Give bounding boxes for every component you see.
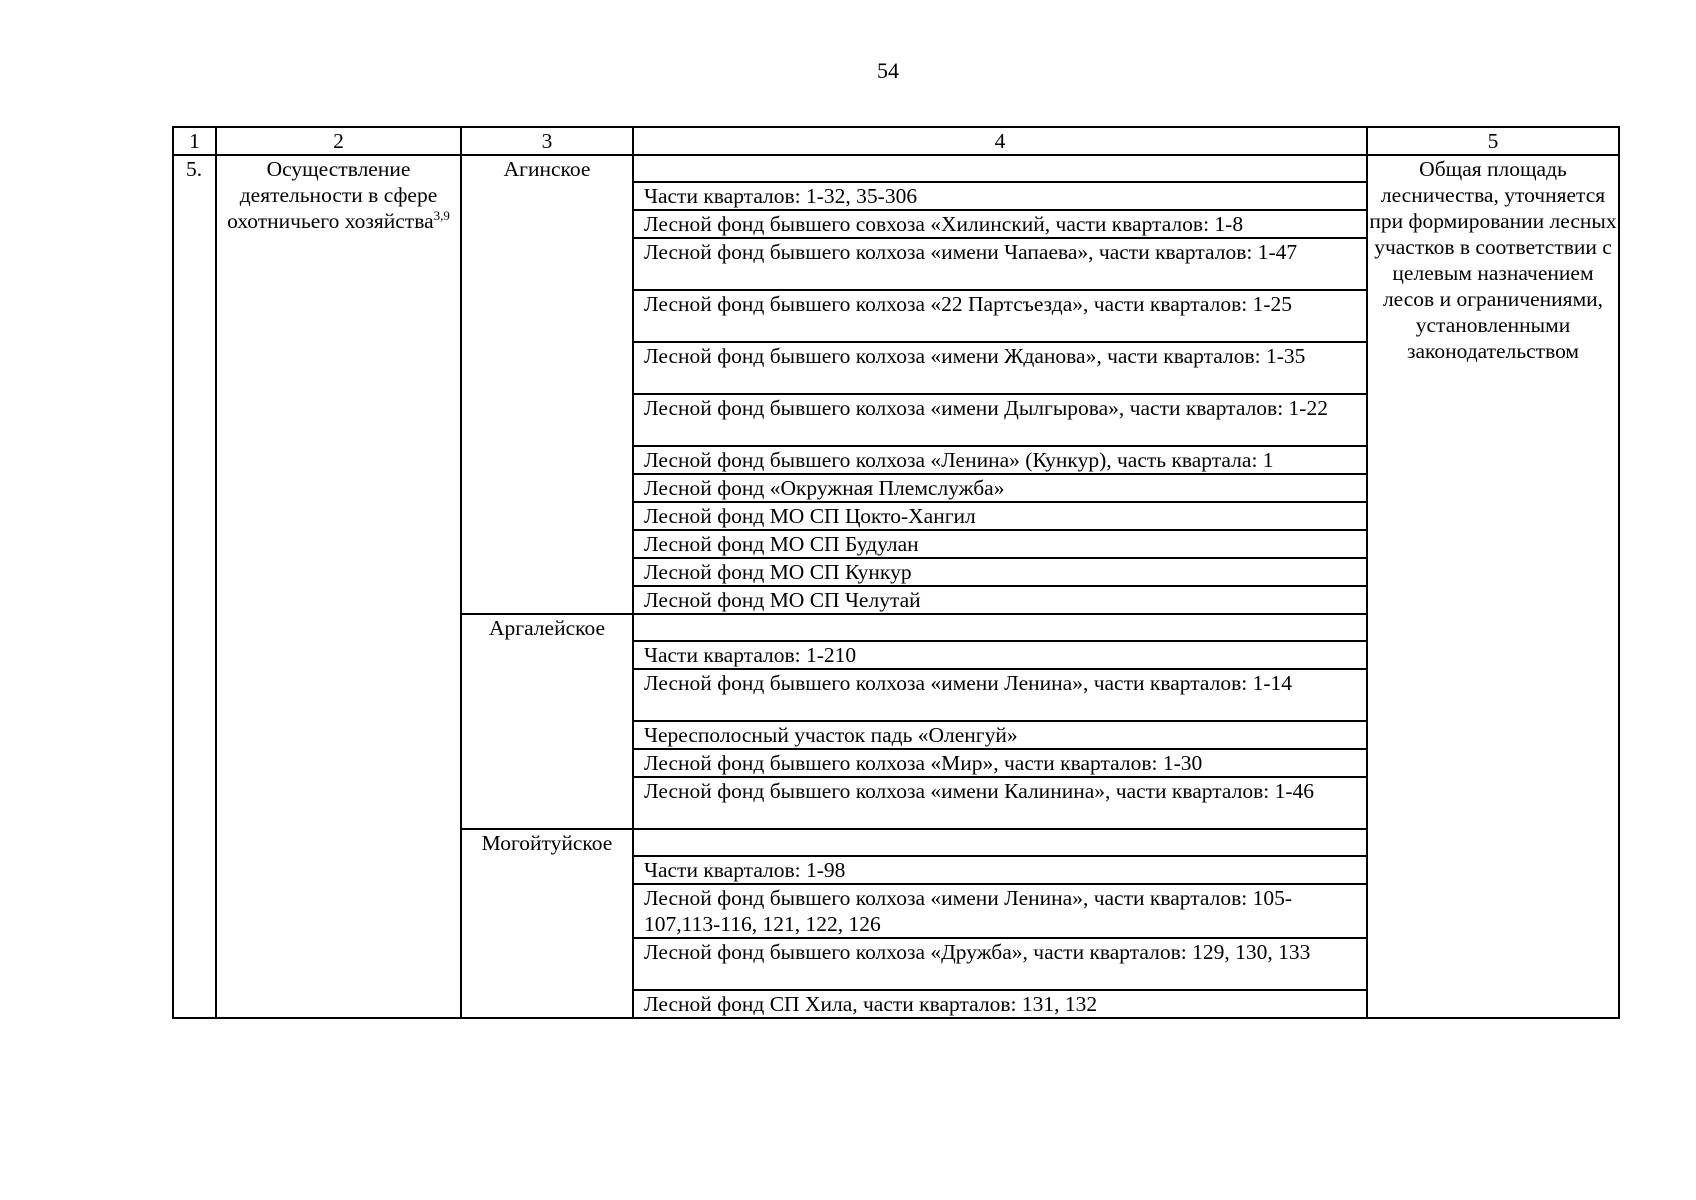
forestry-name: Агинское: [461, 155, 633, 614]
area-description: Лесной фонд бывшего колхоза «имени Ленина», части кварталов: 1-14: [633, 669, 1367, 721]
area-description: Лесной фонд МО СП Кункур: [633, 558, 1367, 586]
area-description: Лесной фонд бывшего колхоза «Мир», части кварталов: 1-30: [633, 749, 1367, 777]
header-cell: 1: [173, 127, 216, 155]
area-description: Лесной фонд бывшего колхоза «имени Дылгырова», части кварталов: 1-22: [633, 394, 1367, 446]
area-description: Лесной фонд СП Хила, части кварталов: 131, 132: [633, 990, 1367, 1018]
footnote-superscript: 3,9: [433, 207, 450, 223]
area-description: [633, 155, 1367, 182]
forestry-table: [172, 126, 1620, 1019]
area-description: Части кварталов: 1-32, 35-306: [633, 182, 1367, 210]
header-cell: 4: [633, 127, 1367, 155]
area-description: Лесной фонд бывшего колхоза «22 Партсъезда», части кварталов: 1-25: [633, 290, 1367, 342]
area-description: Чересполосный участок падь «Оленгуй»: [633, 721, 1367, 749]
page-number: 54: [877, 58, 899, 83]
forestry-name: Аргалейское: [461, 614, 633, 829]
area-description: Лесной фонд бывшего колхоза «Дружба», части кварталов: 129, 130, 133: [633, 938, 1367, 990]
header-cell: 3: [461, 127, 633, 155]
header-cell: 5: [1367, 127, 1619, 155]
area-description: Лесной фонд МО СП Будулан: [633, 530, 1367, 558]
forestry-name: Могойтуйское: [461, 829, 633, 1018]
area-description: Лесной фонд бывшего колхоза «Ленина» (Кункур), часть квартала: 1: [633, 446, 1367, 474]
area-description: [633, 829, 1367, 856]
header-row: [173, 127, 1619, 155]
area-description: Лесной фонд бывшего колхоза «имени Чапаева», части кварталов: 1-47: [633, 238, 1367, 290]
area-description: Лесной фонд МО СП Челутай: [633, 586, 1367, 614]
activity-text: Осуществление деятельности в сфере охотничьего хозяйства: [227, 157, 438, 233]
note-cell: Общая площадь лесничества, уточняется при формировании лесных участков в соответствии с целевым назначением лесов и ограничениями, установленными законодательством: [1367, 155, 1619, 1018]
area-description: [633, 614, 1367, 641]
activity-cell: [216, 155, 461, 1018]
row-number: 5.: [173, 155, 216, 1018]
area-description: Лесной фонд «Окружная Племслужба»: [633, 474, 1367, 502]
area-description: Лесной фонд бывшего колхоза «имени Ленина», части кварталов: 105-107,113-116, 121, 122, 126: [633, 884, 1367, 938]
table-row: [173, 155, 1619, 182]
area-description: Лесной фонд бывшего совхоза «Хилинский, части кварталов: 1-8: [633, 210, 1367, 238]
area-description: Части кварталов: 1-210: [633, 641, 1367, 669]
area-description: Лесной фонд МО СП Цокто-Хангил: [633, 502, 1367, 530]
area-description: Лесной фонд бывшего колхоза «имени Жданова», части кварталов: 1-35: [633, 342, 1367, 394]
area-description: Части кварталов: 1-98: [633, 856, 1367, 884]
header-cell: 2: [216, 127, 461, 155]
area-description: Лесной фонд бывшего колхоза «имени Калинина», части кварталов: 1-46: [633, 777, 1367, 829]
